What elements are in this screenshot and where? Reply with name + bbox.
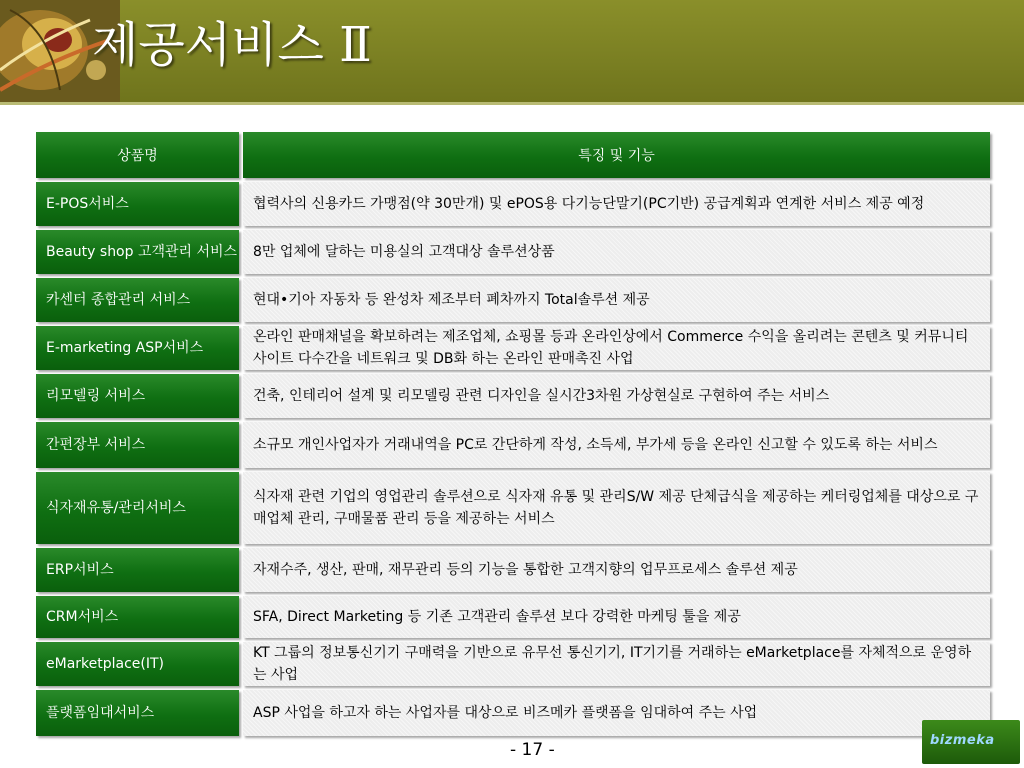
service-name: eMarketplace(IT) <box>36 642 239 686</box>
slide-header <box>0 0 1024 102</box>
slide-title: 제공서비스 Ⅱ <box>92 17 372 73</box>
table-row <box>36 472 990 544</box>
service-name: E-POS서비스 <box>36 182 239 226</box>
table-header-row <box>36 132 990 178</box>
service-name: Beauty shop 고객관리 서비스 <box>36 230 239 274</box>
service-description: 건축, 인테리어 설계 및 리모델링 관련 디자인을 실시간3차원 가상현실로 구현하여 주는 서비스 <box>243 374 990 418</box>
service-description: 자재수주, 생산, 판매, 재무관리 등의 기능을 통합한 고객지향의 업무프로세스 솔루션 제공 <box>243 548 990 592</box>
header-product-name: 상품명 <box>36 132 239 178</box>
services-table <box>36 132 990 736</box>
service-description: SFA, Direct Marketing 등 기존 고객관리 솔루션 보다 강력한 마케팅 툴을 제공 <box>243 596 990 638</box>
table-row <box>36 690 990 736</box>
header-divider <box>0 102 1024 105</box>
service-description: 협력사의 신용카드 가맹점(약 30만개) 및 ePOS용 다기능단말기(PC기반) 공급계획과 연계한 서비스 제공 예정 <box>243 182 990 226</box>
service-description: 식자재 관련 기업의 영업관리 솔루션으로 식자재 유통 및 관리S/W 제공 단체급식을 제공하는 케터링업체를 대상으로 구매업체 관리, 구매물품 관리 등을 제공하는 서비스 <box>243 472 990 544</box>
table-row <box>36 422 990 468</box>
table-row <box>36 374 990 418</box>
service-name: 카센터 종합관리 서비스 <box>36 278 239 322</box>
service-name: 간편장부 서비스 <box>36 422 239 468</box>
service-description: 현대•기아 자동차 등 완성차 제조부터 폐차까지 Total솔루션 제공 <box>243 278 990 322</box>
service-name: 식자재유통/관리서비스 <box>36 472 239 544</box>
service-name: ERP서비스 <box>36 548 239 592</box>
table-row <box>36 596 990 638</box>
service-description: 소규모 개인사업자가 거래내역을 PC로 간단하게 작성, 소득세, 부가세 등을 온라인 신고할 수 있도록 하는 서비스 <box>243 422 990 468</box>
logo-text: bizmeka <box>930 733 995 748</box>
service-description: KT 그룹의 정보통신기기 구매력을 기반으로 유무선 통신기기, IT기기를 거래하는 eMarketplace를 자체적으로 운영하는 사업 <box>243 642 990 686</box>
header-features: 특징 및 기능 <box>243 132 990 178</box>
table-row <box>36 548 990 592</box>
table-row <box>36 230 990 274</box>
service-name: E-marketing ASP서비스 <box>36 326 239 370</box>
service-name: 플랫폼임대서비스 <box>36 690 239 736</box>
service-description: 8만 업체에 달하는 미용실의 고객대상 솔루션상품 <box>243 230 990 274</box>
service-description: 온라인 판매채널을 확보하려는 제조업체, 쇼핑몰 등과 온라인상에서 Commerce 수익을 올리려는 콘텐츠 및 커뮤니티 사이트 다수간을 네트워크 및 DB화 하는 온라인 판매촉진 사업 <box>243 326 990 370</box>
table-row <box>36 182 990 226</box>
table-row <box>36 278 990 322</box>
table-row <box>36 326 990 370</box>
page-number: - 17 - <box>510 740 555 760</box>
table-row <box>36 642 990 686</box>
service-name: 리모델링 서비스 <box>36 374 239 418</box>
service-description: ASP 사업을 하고자 하는 사업자를 대상으로 비즈메카 플랫폼을 임대하여 주는 사업 <box>243 690 990 736</box>
service-name: CRM서비스 <box>36 596 239 638</box>
